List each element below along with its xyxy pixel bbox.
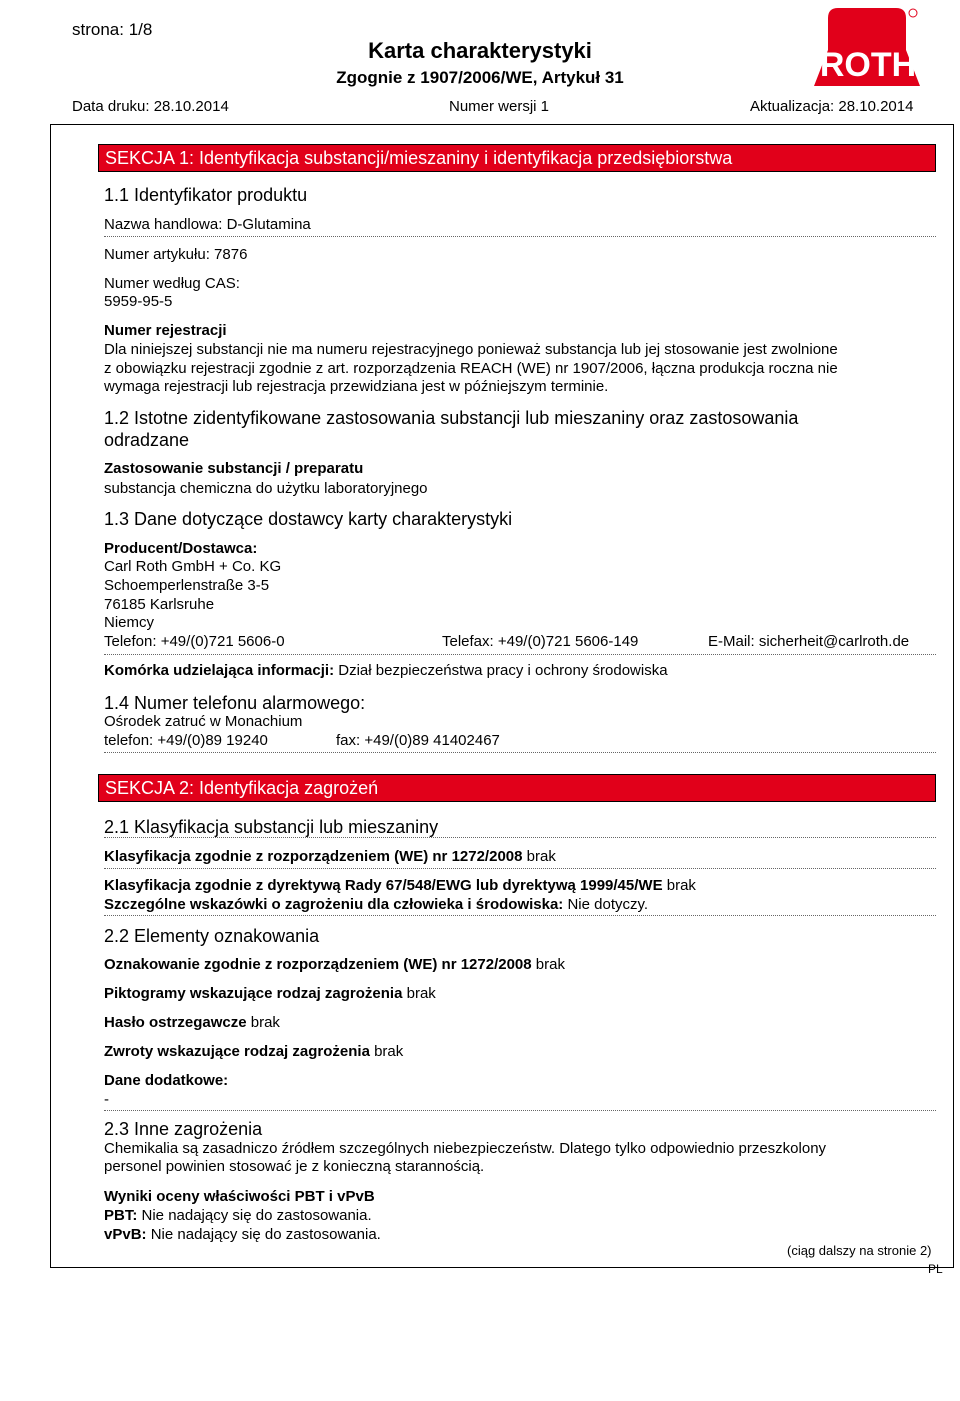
use-label: Zastosowanie substancji / preparatu (104, 460, 364, 477)
pictograms-row (104, 985, 436, 1003)
supplier-fax: Telefax: +49/(0)721 5606-149 (442, 633, 639, 650)
pbt-row (104, 1207, 372, 1225)
supplier-name: Carl Roth GmbH + Co. KG (104, 558, 282, 575)
registration-text-2: z obowiązku rejestracji zgodnie z art. rozporządzenia REACH (WE) nr 1907/2006, łączna produkcja roczna nie (104, 360, 838, 377)
cas-label: Numer według CAS: (104, 275, 240, 292)
additional-data-label: Dane dodatkowe: (104, 1072, 229, 1089)
heading-1-2-line-2: odradzane (104, 430, 190, 450)
pbt-value: Nie nadający się do zastosowania. (141, 1207, 372, 1224)
update-date: Aktualizacja: 28.10.2014 (750, 98, 914, 115)
section-1-title: SEKCJA 1: Identyfikacja substancji/mieszaniny i identyfikacja przedsiębiorstwa (98, 144, 936, 172)
classification-2-value: brak (666, 877, 696, 894)
supplier-label: Producent/Dostawca: (104, 540, 258, 557)
article-number-label: Numer artykułu: (104, 246, 210, 263)
classification-1-row (104, 848, 556, 866)
article-number-row (104, 246, 247, 264)
special-hazard-row (104, 896, 648, 914)
pictograms-label: Piktogramy wskazujące rodzaj zagrożenia (104, 985, 403, 1002)
heading-2-2: 2.2 Elementy oznakowania (104, 926, 320, 946)
emergency-phone: telefon: +49/(0)89 19240 (104, 732, 268, 749)
heading-2-3: 2.3 Inne zagrożenia (104, 1119, 263, 1139)
divider (104, 837, 936, 838)
info-row (104, 662, 668, 680)
labelling-row (104, 956, 565, 974)
pbt-heading: Wyniki oceny właściwości PBT i vPvB (104, 1188, 375, 1205)
version-number: Numer wersji 1 (449, 98, 550, 115)
use-value: substancja chemiczna do użytku laboratoryjnego (104, 480, 428, 497)
labelling-value: brak (535, 956, 565, 973)
heading-2-1: 2.1 Klasyfikacja substancji lub mieszaniny (104, 817, 439, 837)
other-hazards-text-1: Chemikalia są zasadniczo źródłem szczególnych niebezpieczeństw. Dlatego tylko odpowiednio przeszkolony (104, 1140, 827, 1157)
trade-name-row (104, 216, 311, 234)
hazard-statements-label: Zwroty wskazujące rodzaj zagrożenia (104, 1043, 370, 1060)
special-hazard-label: Szczególne wskazówki o zagrożeniu dla człowieka i środowiska: (104, 896, 564, 913)
divider (104, 236, 936, 237)
logo-small-text: CARL (812, 52, 821, 74)
labelling-label: Oznakowanie zgodnie z rozporządzeniem (WE) nr 1272/2008 (104, 956, 532, 973)
supplier-email[interactable]: E-Mail: sicherheit@carlroth.de (708, 633, 910, 650)
cas-value: 5959-95-5 (104, 293, 173, 310)
pictograms-value: brak (406, 985, 436, 1002)
registration-label: Numer rejestracji (104, 322, 227, 339)
divider (104, 915, 936, 916)
divider (104, 752, 936, 753)
continued-note: (ciąg dalszy na stronie 2) (787, 1243, 932, 1258)
supplier-country: Niemcy (104, 614, 155, 631)
page-number: strona: 1/8 (72, 20, 153, 39)
additional-data-value: - (104, 1091, 109, 1108)
classification-2-label: Klasyfikacja zgodnie z dyrektywą Rady 67/548/EWG lub dyrektywą 1999/45/WE (104, 877, 663, 894)
document-title: Karta charakterystyki (368, 38, 592, 63)
info-value: Dział bezpieczeństwa pracy i ochrony środowiska (338, 662, 668, 679)
logo-text: ROTH (819, 46, 917, 84)
print-date: Data druku: 28.10.2014 (72, 98, 229, 115)
vpvb-row (104, 1226, 381, 1244)
supplier-street: Schoemperlenstraße 3-5 (104, 577, 270, 594)
hazard-statements-row (104, 1043, 403, 1061)
vpvb-label: vPvB: (104, 1226, 147, 1243)
emergency-center: Ośrodek zatruć w Monachium (104, 713, 303, 730)
divider (104, 654, 936, 655)
section-2-title: SEKCJA 2: Identyfikacja zagrożeń (98, 774, 936, 802)
supplier-phone: Telefon: +49/(0)721 5606-0 (104, 633, 285, 650)
special-hazard-value: Nie dotyczy. (567, 896, 649, 913)
heading-1-1: 1.1 Identyfikator produktu (104, 185, 308, 205)
heading-1-2-line-1: 1.2 Istotne zidentyfikowane zastosowania substancji lub mieszaniny oraz zastosowania (104, 408, 799, 428)
heading-1-4: 1.4 Numer telefonu alarmowego: (104, 693, 366, 713)
info-label: Komórka udzielająca informacji: (104, 662, 335, 679)
divider (104, 868, 936, 869)
classification-2-row (104, 877, 696, 895)
signal-word-row (104, 1014, 280, 1032)
emergency-fax: fax: +49/(0)89 41402467 (336, 732, 500, 749)
classification-1-value: brak (526, 848, 556, 865)
registration-text-1: Dla niniejszej substancji nie ma numeru rejestracyjnego ponieważ substancja lub jej stosowanie jest zwolnione (104, 341, 838, 358)
other-hazards-text-2: personel powinien stosować je z konieczną starannością. (104, 1158, 485, 1175)
language-code: PL (928, 1262, 943, 1276)
registration-text-3: wymaga rejestracji lub rejestracja przewidziana jest w późniejszym terminie. (104, 378, 609, 395)
heading-1-3: 1.3 Dane dotyczące dostawcy karty charakterystyki (104, 509, 513, 529)
article-number-value: 7876 (214, 246, 248, 263)
pbt-label: PBT: (104, 1207, 138, 1224)
supplier-city: 76185 Karlsruhe (104, 596, 215, 613)
signal-word-label: Hasło ostrzegawcze (104, 1014, 247, 1031)
trade-name-value: D-Glutamina (226, 216, 311, 233)
hazard-statements-value: brak (374, 1043, 404, 1060)
vpvb-value: Nie nadający się do zastosowania. (150, 1226, 381, 1243)
roth-logo (808, 4, 926, 90)
document-subtitle: Zgognie z 1907/2006/WE, Artykuł 31 (336, 68, 624, 87)
signal-word-value: brak (250, 1014, 280, 1031)
divider (104, 1110, 936, 1111)
trade-name-label: Nazwa handlowa: (104, 216, 223, 233)
classification-1-label: Klasyfikacja zgodnie z rozporządzeniem (WE) nr 1272/2008 (104, 848, 523, 865)
